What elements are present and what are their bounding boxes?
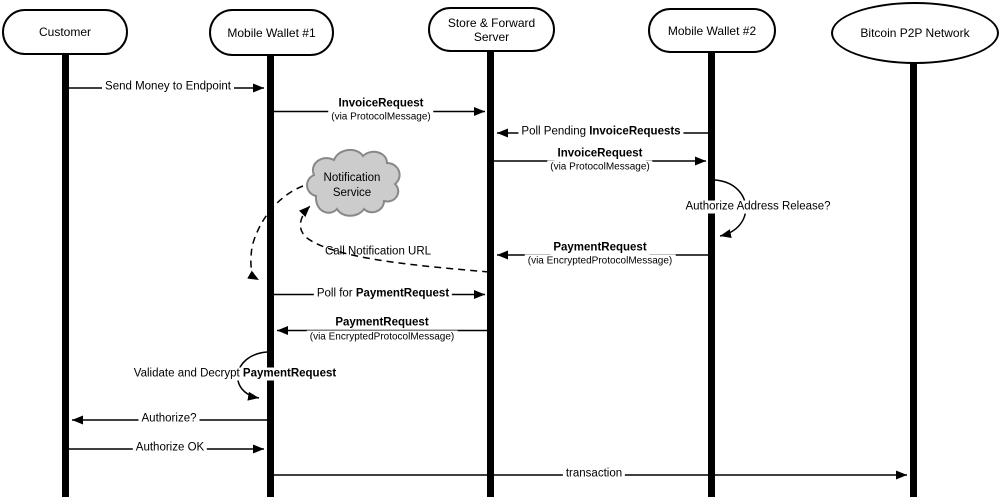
message-label-transaction: transaction xyxy=(563,468,625,481)
participant-server xyxy=(428,7,555,52)
message-bold-invoice-request-1: InvoiceRequest xyxy=(338,97,424,110)
message-label-validate-decrypt xyxy=(131,368,339,381)
participant-customer xyxy=(2,9,128,55)
message-label-poll-payment xyxy=(314,288,452,301)
notification-cloud-label xyxy=(324,171,381,201)
participant-bitcoin-label: Bitcoin P2P Network xyxy=(860,26,970,40)
participant-wallet1 xyxy=(209,9,334,56)
message-bold-poll-payment: PaymentRequest xyxy=(355,287,450,300)
message-bold-invoice-request-2: InvoiceRequest xyxy=(557,147,643,160)
message-prefix-poll-payment: Poll for xyxy=(316,287,356,300)
dashed-arrow-call-notification xyxy=(300,206,489,272)
message-via-invoice-request-2: (via ProtocolMessage) xyxy=(547,161,652,174)
message-bold-poll-pending: InvoiceRequests xyxy=(589,125,681,138)
message-label-authorize-release: Authorize Address Release? xyxy=(682,201,833,214)
participant-server-label: Store & Forward Server xyxy=(447,15,536,44)
message-label-poll-pending xyxy=(518,126,683,139)
message-label-call-notification: Call Notification URL xyxy=(324,245,432,258)
message-label-authorize-q: Authorize? xyxy=(139,413,200,426)
message-bold-validate-decrypt: PaymentRequest xyxy=(242,367,337,380)
cloud-label-line1: Notification xyxy=(323,172,381,184)
participant-bitcoin xyxy=(831,2,999,64)
participant-wallet2-label: Mobile Wallet #2 xyxy=(667,23,757,38)
dashed-arrow-notify-wallet1 xyxy=(251,186,303,280)
cloud-label-line2: Service xyxy=(332,187,372,199)
message-prefix-validate-decrypt: Validate and Decrypt xyxy=(133,367,243,380)
message-label-payment-request-2 xyxy=(332,317,431,330)
message-label-invoice-request-1 xyxy=(336,98,427,111)
message-prefix-poll-pending: Poll Pending xyxy=(521,125,590,138)
participant-customer-label: Customer xyxy=(38,25,91,39)
message-label-send-money: Send Money to Endpoint xyxy=(102,81,234,94)
message-label-invoice-request-2 xyxy=(555,148,646,161)
message-bold-payment-request-2: PaymentRequest xyxy=(335,316,429,329)
participant-wallet2 xyxy=(648,8,776,53)
message-label-authorize-ok: Authorize OK xyxy=(133,442,207,455)
participant-wallet1-label: Mobile Wallet #1 xyxy=(227,25,316,40)
message-via-payment-request-1: (via EncryptedProtocolMessage) xyxy=(525,255,676,268)
message-via-payment-request-2: (via EncryptedProtocolMessage) xyxy=(307,331,458,344)
message-bold-payment-request-1: PaymentRequest xyxy=(553,241,647,254)
message-via-invoice-request-1: (via ProtocolMessage) xyxy=(328,111,433,124)
message-label-payment-request-1 xyxy=(550,242,649,255)
